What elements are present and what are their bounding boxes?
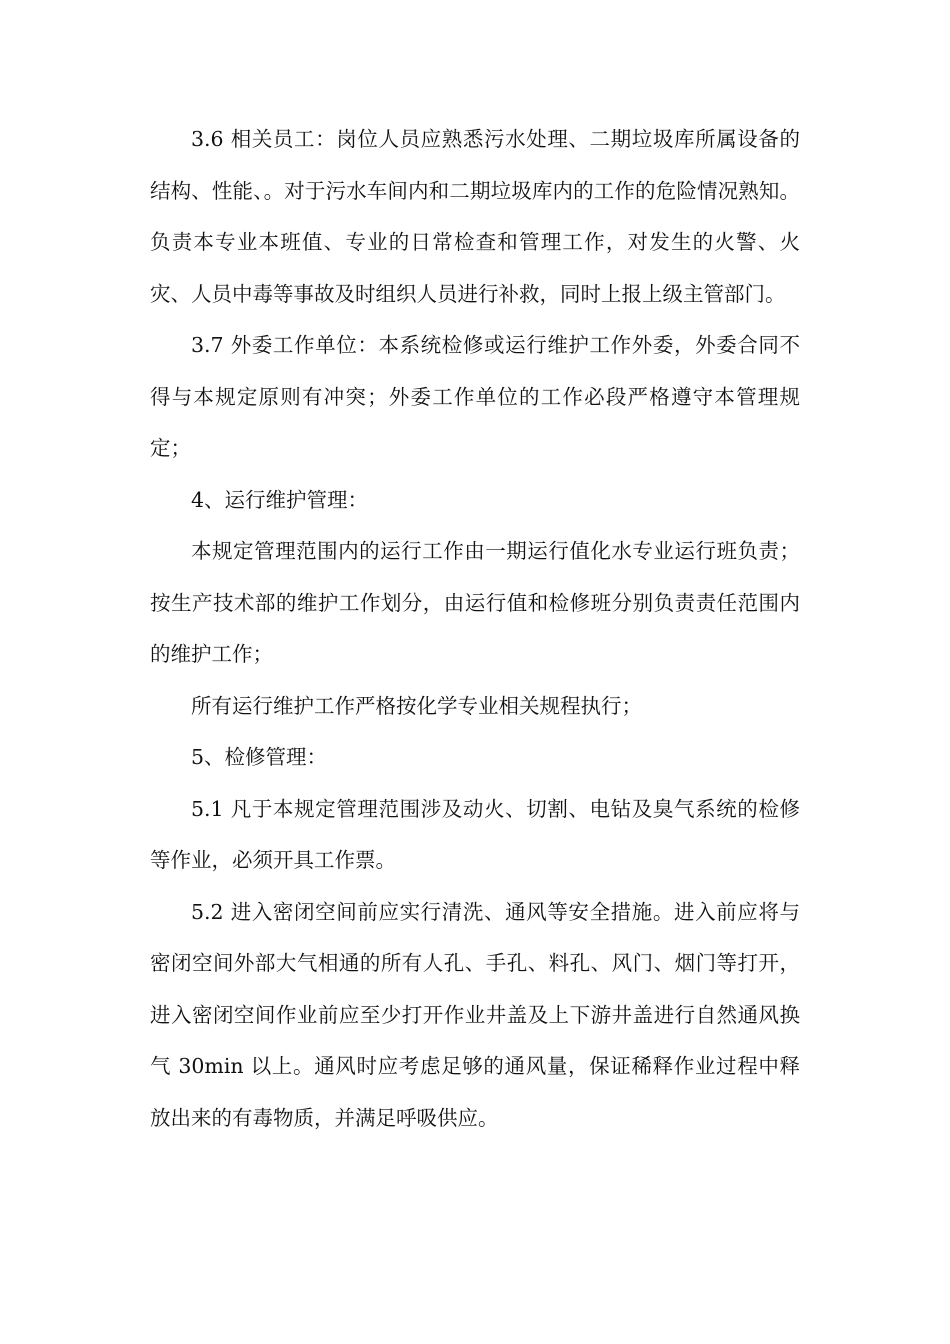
paragraph-operation-scope: 本规定管理范围内的运行工作由一期运行值化水专业运行班负责；按生产技术部的维护工作划分，由运行值和检修班分别负责责任范围内的维护工作； [150, 539, 800, 666]
paragraph-5-1-work-permit: 5.1 凡于本规定管理范围涉及动火、切割、电钻及臭气系统的检修等作业，必须开具工作票。 [150, 796, 800, 872]
document-body [150, 114, 800, 1144]
paragraph-3-6-staff: 3.6 相关员工：岗位人员应熟悉污水处理、二期垃圾库所属设备的结构、性能、。对于污水车间内和二期垃圾库内的工作的危险情况熟知。负责本专业本班值、专业的日常检查和管理工作，对发生的火警、火灾、人员中毒等事故及时组织人员进行补救，同时上报上级主管部门。 [150, 127, 800, 306]
paragraph-3-7-contractor: 3.7 外委工作单位：本系统检修或运行维护工作外委，外委合同不得与本规定原则有冲突；外委工作单位的工作必段严格遵守本管理规定； [150, 333, 800, 460]
heading-5-repair-management: 5、检修管理： [191, 745, 328, 769]
paragraph-operation-rules: 所有运行维护工作严格按化学专业相关规程执行； [191, 693, 642, 718]
heading-4-operation-maintenance: 4、运行维护管理： [191, 487, 369, 512]
paragraph-5-2-confined-space: 5.2 进入密闭空间前应实行清洗、通风等安全措施。进入前应将与密闭空间外部大气相通的所有人孔、手孔、料孔、风门、烟门等打开，进入密闭空间作业前应至少打开作业井盖及上下游井盖进行自然通风换气 30min 以上。通风时应考虑足够的通风量，保证稀释作业过程中释放出来的有毒物质，并满足呼吸供应。 [150, 899, 800, 1130]
